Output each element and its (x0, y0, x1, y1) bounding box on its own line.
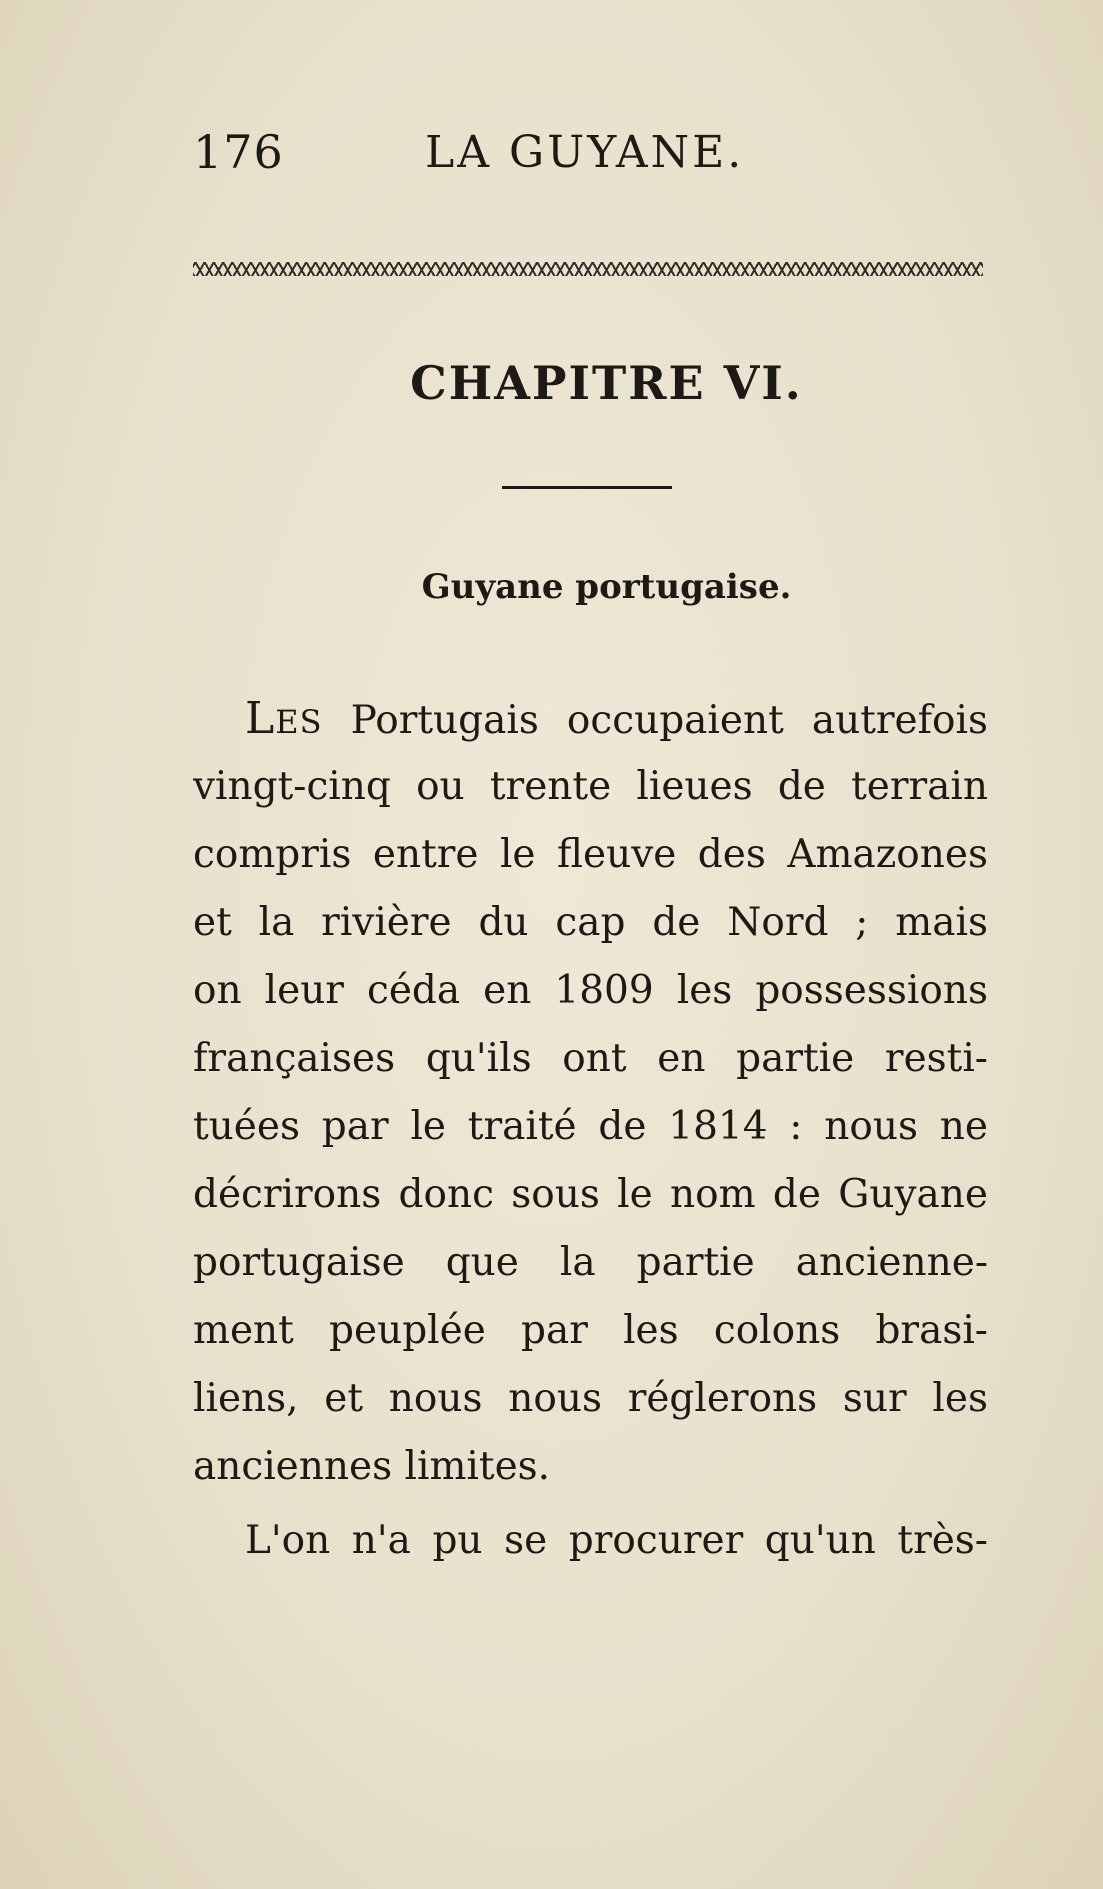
ornamental-rule (193, 262, 983, 276)
text-line: décrirons donc sous le nom de Guyane (193, 1172, 988, 1217)
text-line: et la rivière du cap de Nord ; mais (193, 900, 988, 945)
text-line: ment peuplée par les colons brasi- (193, 1308, 988, 1353)
text-line: tuées par le traité de 1814 : nous ne (193, 1104, 988, 1149)
text-line: on leur céda en 1809 les possessions (193, 968, 988, 1013)
chapter-divider-rule (502, 486, 672, 489)
text-line: vingt-cinq ou trente lieues de terrain (193, 764, 988, 809)
text-line (193, 685, 988, 753)
text-line: portugaise que la partie ancienne- (193, 1240, 988, 1285)
small-caps-rest: ES (275, 703, 323, 741)
section-title: Guyane portugaise. (421, 567, 792, 607)
chapter-title: CHAPITRE VI. (410, 356, 803, 410)
text-line: françaises qu'ils ont en partie resti- (193, 1036, 988, 1081)
page-number: 176 (193, 125, 284, 179)
text-line: L'on n'a pu se procurer qu'un très- (245, 1518, 988, 1563)
text-line: liens, et nous nous réglerons sur les (193, 1376, 988, 1421)
body-text (193, 685, 988, 1575)
line-text: Portugais occupaient autrefois (322, 698, 988, 743)
running-title: LA GUYANE. (425, 127, 745, 178)
small-caps-initial: L (245, 693, 276, 744)
text-line: compris entre le fleuve des Amazones (193, 832, 988, 877)
text-line: anciennes limites. (193, 1444, 551, 1489)
page-header (193, 125, 753, 185)
